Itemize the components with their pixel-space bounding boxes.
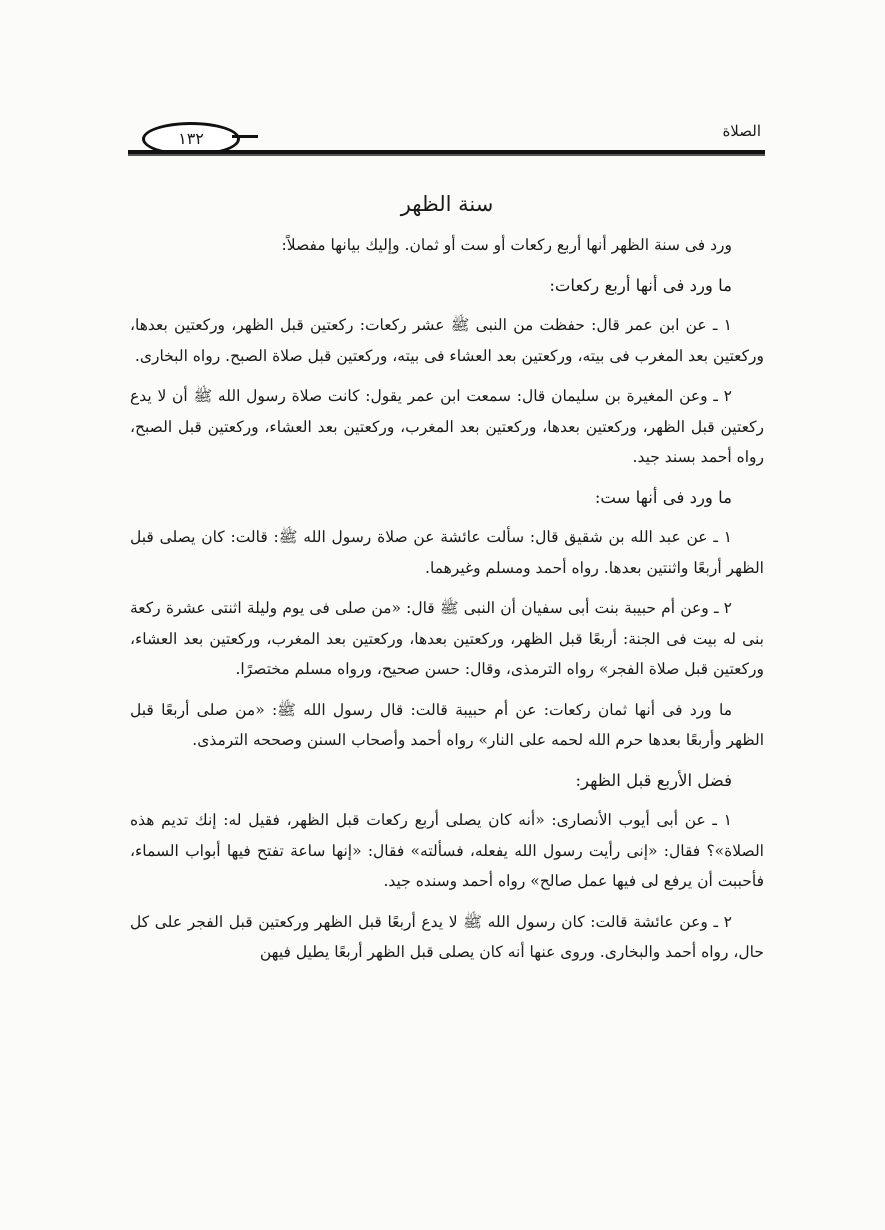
header-rule	[128, 150, 765, 156]
paragraph: ١ ـ عن أبى أيوب الأنصارى: «أنه كان يصلى أربع ركعات قبل الظهر، فقيل له: إنك تديم هذه الصلاة»؟ فقال: «إنى رأيت رسول الله يفعله، فسألته» فقال: «إنها ساعة تفتح فيها أبواب السماء، فأحببت أن يرفع لى فيها عمل صالح» رواه أحمد وسنده جيد.	[130, 811, 764, 890]
section-title: سنة الظهر	[400, 192, 494, 216]
page-body	[130, 184, 764, 978]
paragraph: ما ورد فى أنها ثمان ركعات: عن أم حبيبة قالت: قال رسول الله ﷺ: «من صلى أربعًا قبل الظهر وأربعًا بعدها حرم الله لحمه على النار» رواه أحمد وأصحاب السنن وصححه الترمذى.	[130, 700, 764, 749]
text-blocks	[130, 230, 764, 968]
paragraph: ١ ـ عن عبد الله بن شقيق قال: سألت عائشة عن صلاة رسول الله ﷺ: قالت: كان يصلى قبل الظهر أربعًا واثنتين بعدها. رواه أحمد ومسلم وغيرهما.	[130, 528, 764, 577]
subheading: فضل الأربع قبل الظهر:	[575, 770, 732, 790]
paragraph: ٢ ـ وعن المغيرة بن سليمان قال: سمعت ابن عمر يقول: كانت صلاة رسول الله ﷺ أن لا يدع ركعتين قبل الظهر، وركعتين بعدها، وركعتين بعد المغرب، وركعتين بعد العشاء، وركعتين قبل الصبح، رواه أحمد بسند جيد.	[130, 387, 764, 466]
subheading: ما ورد فى أنها ست:	[594, 487, 732, 507]
ornament-line	[232, 135, 258, 138]
page-number: ١٣٢	[178, 129, 204, 148]
subheading: ما ورد فى أنها أربع ركعات:	[549, 275, 732, 295]
page-header	[128, 118, 765, 158]
paragraph: ١ ـ عن ابن عمر قال: حفظت من النبى ﷺ عشر ركعات: ركعتين قبل الظهر، وركعتين بعدها، وركعتين بعد المغرب فى بيته، وركعتين بعد العشاء فى بيته، وركعتين قبل صلاة الصبح. رواه البخارى.	[130, 316, 764, 365]
paragraph: ٢ ـ وعن عائشة قالت: كان رسول الله ﷺ لا يدع أربعًا قبل الظهر وركعتين قبل الفجر على كل حال، رواه أحمد والبخارى. وروى عنها أنه كان يصلى قبل الظهر أربعًا يطيل فيهن	[130, 912, 764, 961]
paragraph: ٢ ـ وعن أم حبيبة بنت أبى سفيان أن النبى ﷺ قال: «من صلى فى يوم وليلة اثنتى عشرة ركعة بنى له بيت فى الجنة: أربعًا قبل الظهر، وركعتين بعدها، وركعتين بعد المغرب، وركعتين بعد العشاء، وركعتين قبل صلاة الفجر» رواه الترمذى، وقال: حسن صحيح، ورواه مسلم مختصرًا.	[130, 599, 764, 678]
running-title: الصلاة	[722, 122, 761, 140]
paragraph: ورد فى سنة الظهر أنها أربع ركعات أو ست أو ثمان. وإليك بيانها مفصلاً:	[281, 236, 732, 254]
